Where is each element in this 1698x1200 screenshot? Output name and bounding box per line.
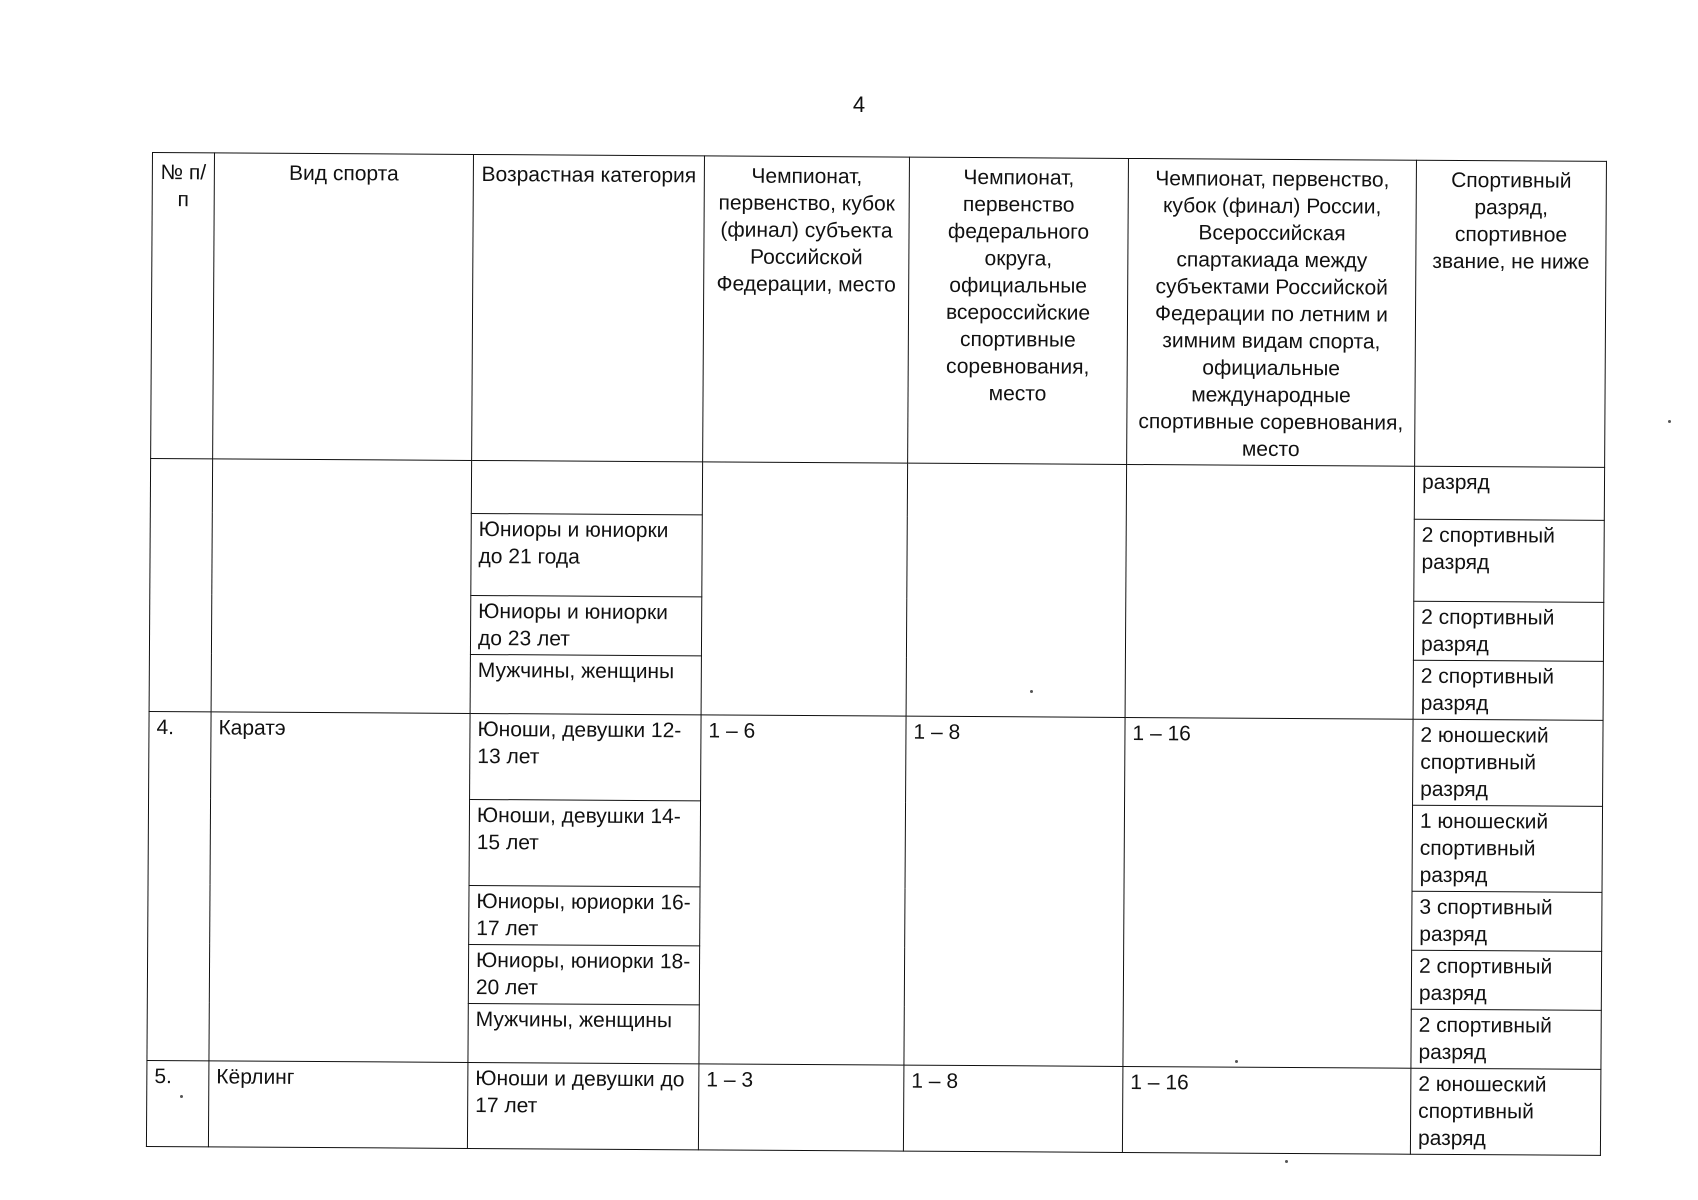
russia-place-cell [1125,464,1415,719]
header-number: № п/п [151,153,215,459]
age-cell: Мужчины, женщины [468,1003,699,1063]
sport-number-cell: 5. [146,1060,209,1146]
rank-cell: 2 спортивный разряд [1414,519,1604,602]
scan-speck [1285,1160,1288,1163]
rank-cell: 2 юношеский спортивный разряд [1413,719,1604,806]
header-russia-championship: Чемпионат, первенство, кубок (финал) России, Всероссийская спартакиада между субъектами Российской Федерации по летним и зимним видам спорта, официальные международные спортивные соревнования, место [1127,158,1417,466]
header-sport: Вид спорта [213,153,474,461]
table-row [149,711,1603,806]
header-subject-championship: Чемпионат, первенство, кубок (финал) субъекта Российской Федерации, место [703,156,910,463]
age-cell [471,460,702,514]
rank-cell: разряд [1414,466,1604,520]
header-sport-rank: Спортивный разряд, спортивное звание, не ниже [1415,160,1607,467]
age-cell: Юниоры, юниорки 18-20 лет [468,944,699,1004]
table-row [146,1060,1600,1155]
header-age-category: Возрастная категория [472,154,705,461]
rank-cell: 1 юношеский спортивный разряд [1412,805,1603,892]
rank-cell: 3 спортивный разряд [1412,891,1602,951]
sport-name-cell: Каратэ [209,712,470,1063]
age-cell: Юноши и девушки до 17 лет [467,1062,699,1149]
age-cell: Юниоры и юниорки до 23 лет [470,595,701,655]
age-cell: Юниоры, юриорки 16-17 лет [469,885,700,945]
rank-cell: 2 спортивный разряд [1413,601,1603,661]
district-place-cell: 1 – 8 [904,716,1125,1066]
continuation-sport-cell [211,459,472,714]
sports-table [146,152,1607,1156]
district-place-cell [906,463,1127,717]
sport-number-cell: 4. [147,711,211,1060]
age-cell: Юноши, девушки 14-15 лет [469,799,701,886]
subject-place-cell: 1 – 3 [698,1064,904,1151]
scan-speck [1668,420,1671,423]
scan-speck [1030,690,1033,693]
age-cell: Юноши, девушки 12-13 лет [470,713,702,800]
sports-table-wrapper [146,152,1606,1151]
header-district-championship: Чемпионат, первенство федерального округа, официальные всероссийские спортивные соревнования, место [908,157,1129,464]
rank-cell: 2 юношеский спортивный разряд [1410,1068,1601,1155]
subject-place-cell [701,462,908,716]
page-number: 4 [852,92,866,117]
rank-cell: 2 спортивный разряд [1411,1009,1601,1069]
russia-place-cell: 1 – 16 [1123,717,1413,1068]
header-row [151,153,1607,468]
table-row [150,458,1604,520]
subject-place-cell: 1 – 6 [699,715,906,1065]
age-cell: Юниоры и юниорки до 21 года [471,513,702,596]
district-place-cell: 1 – 8 [903,1065,1123,1152]
scan-speck [1235,1060,1238,1063]
russia-place-cell: 1 – 16 [1122,1066,1411,1154]
rank-cell: 2 спортивный разряд [1411,950,1601,1010]
age-cell: Мужчины, женщины [470,654,701,714]
sport-name-cell: Кёрлинг [208,1061,468,1149]
rank-cell: 2 спортивный разряд [1413,660,1603,720]
continuation-number-cell [149,458,213,711]
scan-speck [180,1095,183,1098]
